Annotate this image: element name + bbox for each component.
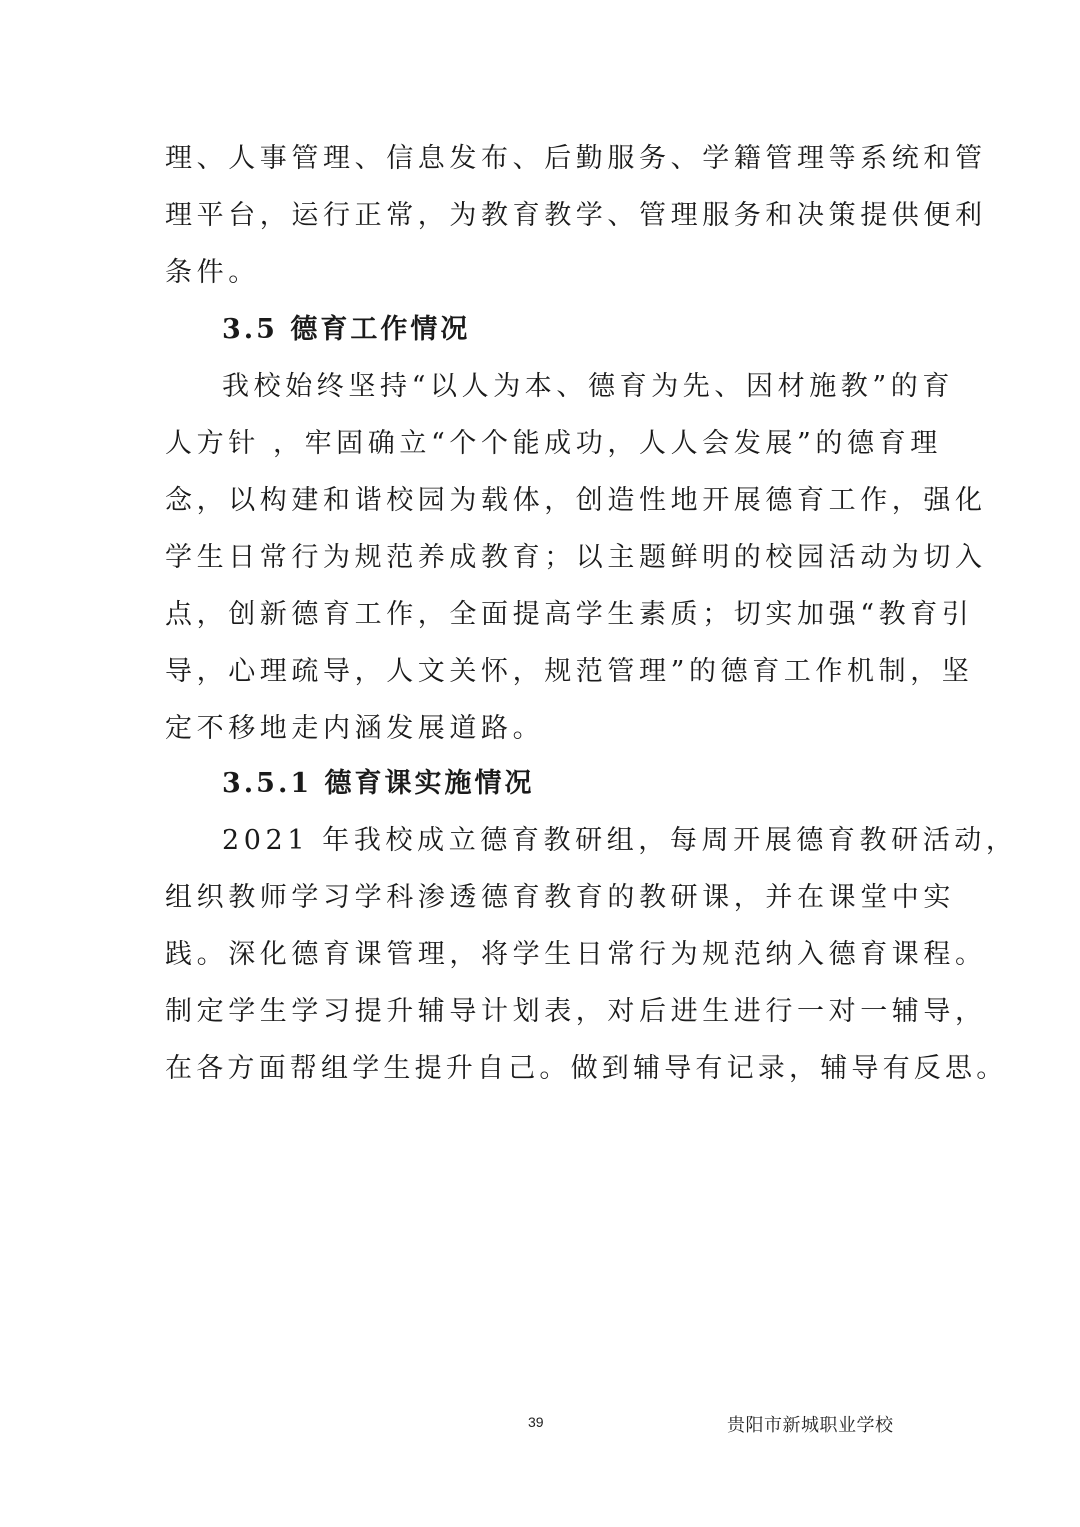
body-line-3: 条件。 bbox=[165, 257, 260, 288]
body-line-12: 组织教师学习学科渗透德育教育的教研课，并在课堂中实 bbox=[165, 882, 955, 913]
body-line-2: 理平台，运行正常，为教育教学、管理服务和决策提供便利 bbox=[165, 200, 987, 231]
body-line-5: 人方针 ，牢固确立“个个能成功，人人会发展”的德育理 bbox=[165, 428, 942, 459]
section-heading-3-5-1: 3.5.1 德育课实施情况 bbox=[222, 768, 535, 799]
body-line-10: 定不移地走内涵发展道路。 bbox=[165, 713, 545, 744]
body-line-8: 点，创新德育工作，全面提高学生素质；切实加强“教育引 bbox=[165, 599, 974, 630]
body-line-9: 导，心理疏导，人文关怀，规范管理”的德育工作机制，坚 bbox=[165, 656, 974, 687]
footer-school-name: 贵阳市新城职业学校 bbox=[727, 1415, 894, 1436]
body-line-11: 2021 年我校成立德育教研组，每周开展德育教研活动， bbox=[222, 825, 1018, 856]
page-number: 39 bbox=[528, 1414, 544, 1430]
body-line-6: 念，以构建和谐校园为载体，创造性地开展德育工作，强化 bbox=[165, 485, 987, 516]
body-line-15: 在各方面帮组学生提升自己。做到辅导有记录，辅导有反思。 bbox=[165, 1053, 1008, 1084]
body-line-1: 理、人事管理、信息发布、后勤服务、学籍管理等系统和管 bbox=[165, 143, 987, 174]
body-line-4: 我校始终坚持“以人为本、德育为先、因材施教”的育 bbox=[222, 371, 955, 402]
section-heading-3-5: 3.5 德育工作情况 bbox=[222, 314, 471, 345]
body-line-13: 践。深化德育课管理，将学生日常行为规范纳入德育课程。 bbox=[165, 939, 987, 970]
body-line-7: 学生日常行为规范养成教育；以主题鲜明的校园活动为切入 bbox=[165, 542, 987, 573]
body-line-14: 制定学生学习提升辅导计划表，对后进生进行一对一辅导， bbox=[165, 996, 987, 1027]
